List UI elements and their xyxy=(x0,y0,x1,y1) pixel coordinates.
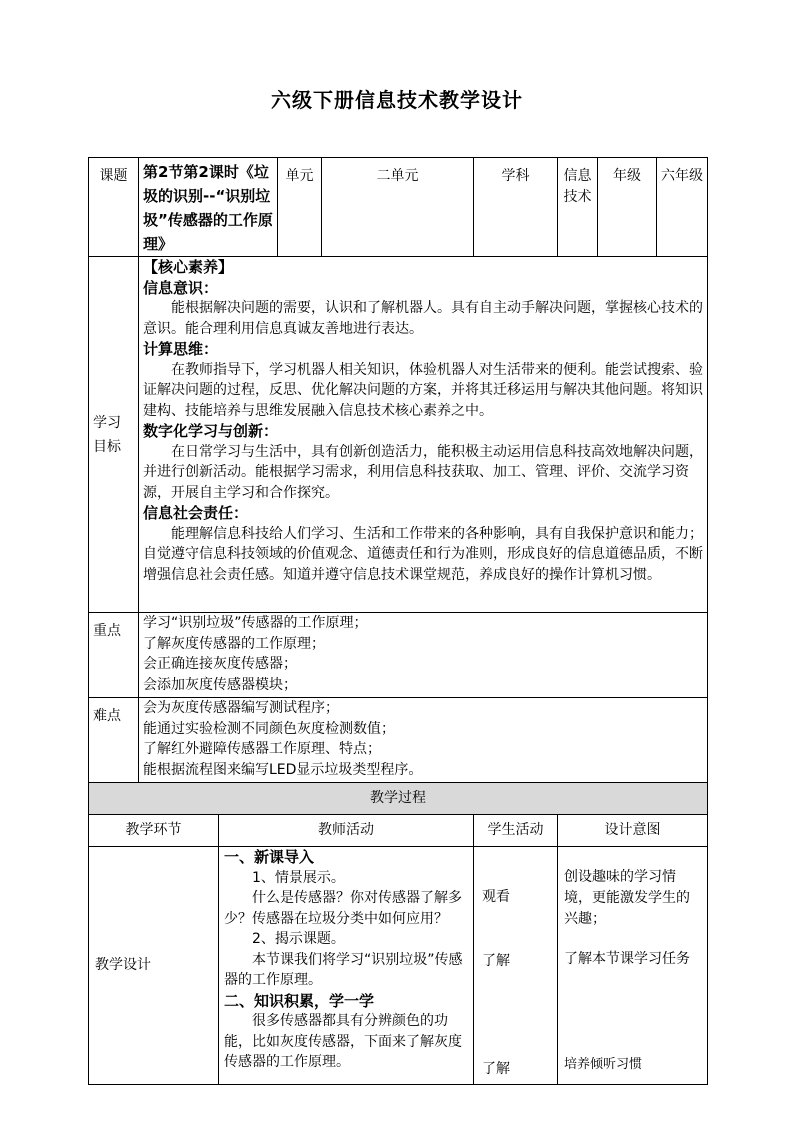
col-header-intent-text: 设计意图 xyxy=(604,822,661,839)
col-header-stage-text: 教学环节 xyxy=(125,822,182,839)
col-header-teacher xyxy=(219,815,474,847)
unit-cell xyxy=(322,158,474,257)
grade-label: 年级 xyxy=(613,168,642,184)
goal-text-4: 能理解信息科技给人们学习、生活和工作带来的各种影响，具有自我保护意识和能力；自觉遵守信息科技领域的价值观念、道德责任和行为准则，形成良好的信息道德品质，不断增强信息社会责任感。知道并遵守信息技术课堂规范，养成良好的操作计算机习惯。 xyxy=(143,525,703,583)
teacher-activity-cell xyxy=(219,847,474,1085)
topic-cell xyxy=(139,158,278,257)
key-point-item: 学习“识别垃圾”传感器的工作原理； xyxy=(143,615,368,631)
key-point-item: 会添加灰度传感器模块； xyxy=(143,676,297,693)
col-header-teacher-text: 教师活动 xyxy=(318,822,374,839)
teacher-knowledge: 很多传感器都具有分辨颜色的功能，比如灰度传感器，下面来了解灰度传感器的工作原理。 xyxy=(224,1013,462,1070)
intent-cell xyxy=(558,847,708,1085)
goal-title-3: 数字化学习与创新： xyxy=(143,422,279,440)
key-points-label-cell xyxy=(89,613,139,698)
topic-label: 课题 xyxy=(99,168,128,184)
lesson-plan-table xyxy=(88,157,708,1085)
difficulties-cell xyxy=(139,698,708,783)
section-heading-2: 二、知识积累，学一学 xyxy=(224,991,375,1010)
document-title: 六级下册信息技术教学设计 xyxy=(271,88,523,112)
goals-label-cell xyxy=(89,257,139,613)
design-intent: 培养倾听习惯 xyxy=(564,1057,643,1072)
stage-cell xyxy=(89,847,219,1085)
student-activity: 了解 xyxy=(482,953,511,969)
difficulty-item: 能根据流程图来编写LED显示垃圾类型程序。 xyxy=(143,761,423,778)
col-header-intent xyxy=(558,815,708,847)
col-header-student-text: 学生活动 xyxy=(487,822,544,839)
design-intent: 创设趣味的学习情境，更能激发学生的兴趣； xyxy=(564,869,691,927)
topic-label-cell xyxy=(89,158,139,257)
topic-text: 第2节第2课时《垃圾的识别--“识别垃圾”传感器的工作原理》 xyxy=(143,163,273,253)
process-header-cell xyxy=(89,783,708,815)
student-activity-cell xyxy=(474,847,558,1085)
stage-label: 教学设计 xyxy=(95,957,151,974)
subject-cell xyxy=(558,158,598,257)
grade-cell xyxy=(657,158,708,257)
difficulty-item: 能通过实验检测不同颜色灰度检测数值； xyxy=(143,720,395,737)
goal-text-2: 在教师指导下，学习机器人相关知识，体验机器人对生活带来的便利。能尝试搜索、验证解决问题的过程，反思、优化解决问题的方案，并将其迁移运用与解决其他问题。将知识建构、技能培养与思维发展融入信息技术核心素养之中。 xyxy=(143,361,703,419)
difficulties-label-cell xyxy=(89,698,139,783)
teacher-topic: 本节课我们将学习“识别垃圾”传感器的工作原理。 xyxy=(224,951,463,988)
student-activity: 观看 xyxy=(482,889,511,905)
goal-text-1: 能根据解决问题的需要，认识和了解机器人。具有自主动手解决问题，掌握核心技术的意识。能合理利用信息真诚友善地进行表达。 xyxy=(143,300,703,337)
goals-cell xyxy=(139,257,708,613)
teacher-step: 1、情景展示。 xyxy=(252,869,345,886)
col-header-stage xyxy=(89,815,219,847)
design-intent: 了解本节课学习任务 xyxy=(564,951,691,967)
grade-label-cell xyxy=(598,158,657,257)
section-heading-1: 一、新课导入 xyxy=(224,848,315,866)
key-points-label: 重点 xyxy=(93,623,121,639)
key-point-item: 会正确连接灰度传感器； xyxy=(143,656,297,672)
key-point-item: 了解灰度传感器的工作原理； xyxy=(143,635,325,652)
col-header-student xyxy=(474,815,558,847)
goals-label: 学习目标 xyxy=(93,414,121,455)
subject-label: 学科 xyxy=(501,168,530,184)
unit-value: 二单元 xyxy=(376,168,419,184)
goal-title-4: 信息社会责任： xyxy=(143,504,249,522)
difficulty-item: 会为灰度传感器编写测试程序； xyxy=(143,700,339,716)
grade-value: 六年级 xyxy=(661,168,704,184)
goal-text-3: 在日常学习与生活中，具有创新创造活力，能积极主动运用信息科技高效地解决问题，并进行创新活动。能根据学习需求，利用信息科技获取、加工、管理、评价、交流学习资源，开展自主学习和合作探究。 xyxy=(143,443,703,501)
goal-title-1: 信息意识： xyxy=(143,278,219,297)
unit-label-cell xyxy=(278,158,322,257)
core-literacy-heading: 【核心素养】 xyxy=(143,258,234,276)
teacher-question: 什么是传感器？你对传感器了解多少？传感器在垃圾分类中如何应用？ xyxy=(224,890,462,927)
difficulty-item: 了解红外避障传感器工作原理、特点； xyxy=(143,741,381,757)
subject-value: 信息技术 xyxy=(563,168,592,205)
teacher-step: 2、揭示课题。 xyxy=(252,931,345,947)
difficulties-label: 难点 xyxy=(93,708,121,724)
key-points-cell xyxy=(139,613,708,698)
unit-label: 单元 xyxy=(285,168,314,184)
goal-title-2: 计算思维： xyxy=(143,340,219,358)
student-activity: 了解 xyxy=(482,1061,511,1077)
subject-label-cell xyxy=(474,158,558,257)
process-header: 教学过程 xyxy=(370,790,426,807)
